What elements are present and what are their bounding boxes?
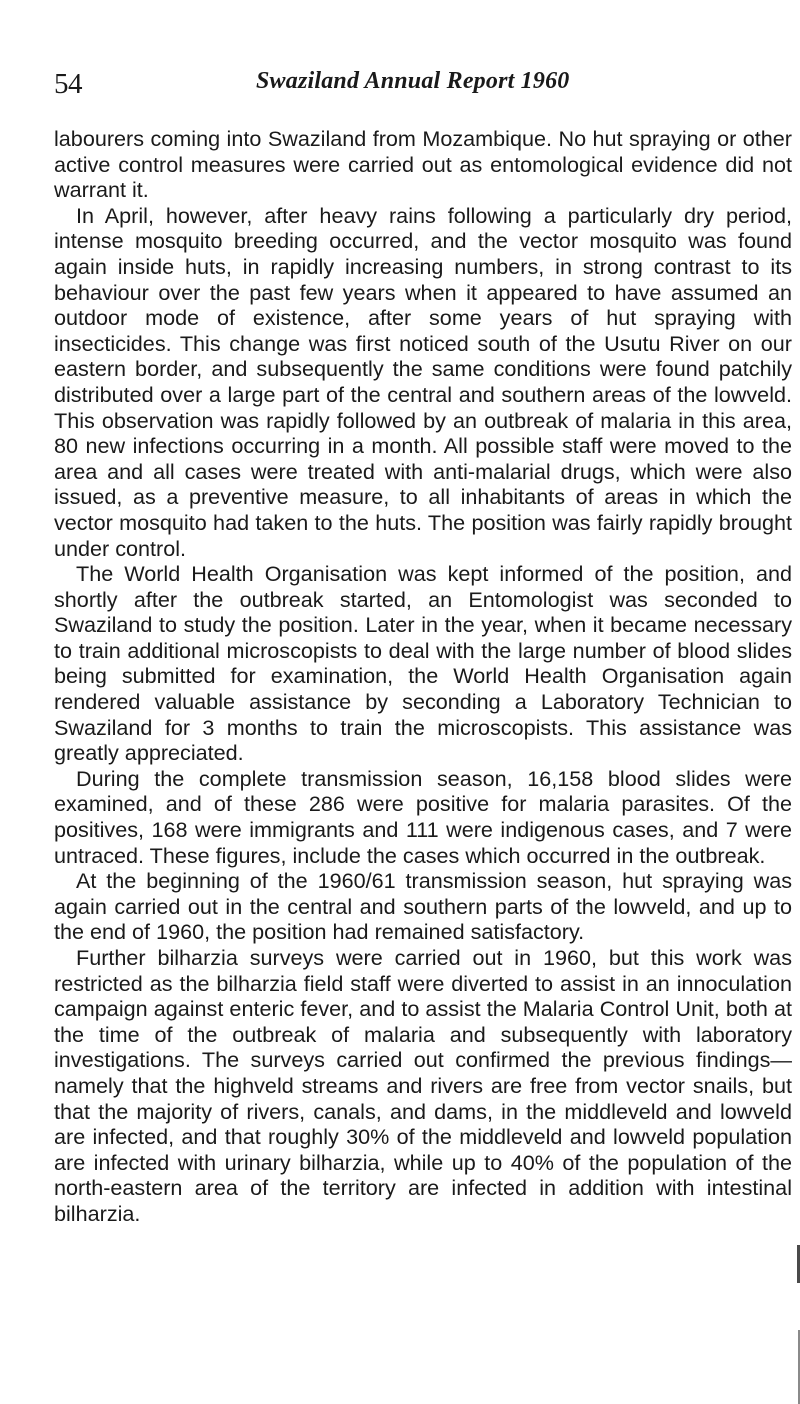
running-title: Swaziland Annual Report 1960 [256,68,570,94]
paragraph-continuation: labourers coming into Swaziland from Mozambique. No hut spraying or other active control measures were carried out as entomological evidence did not warrant it. [54,126,792,203]
body-text [54,126,792,1227]
paragraph-bilharzia-surveys: Further bilharzia surveys were carried out in 1960, but this work was restricted as the bilharzia field staff were diverted to assist in an innoculation campaign against enteric fever, and to assist the Malaria Control Unit, both at the time of the outbreak of malaria and subsequently with laboratory investigations. The surveys carried out confirmed the previous findings—namely that the highveld streams and rivers are free from vector snails, but that the majority of rivers, canals, and dams, in the middleveld and lowveld are infected, and that roughly 30% of the middleveld and lowveld population are infected with urinary bilharzia, while up to 40% of the population of the north-eastern area of the territory are infected in addition with intestinal bilharzia. [54,945,792,1226]
paragraph-hut-spraying: At the beginning of the 1960/61 transmission season, hut spraying was again carried out in the central and southern parts of the lowveld, and up to the end of 1960, the position had remained satisfactory. [54,868,792,945]
paragraph-who-assistance: The World Health Organisation was kept informed of the position, and shortly after the outbreak started, an Entomologist was seconded to Swaziland to study the position. Later in the year, when it became necessary to train additional microscopists to deal with the large number of blood slides being submitted for examination, the World Health Organisation again rendered valuable assistance by seconding a Laboratory Technician to Swaziland for 3 months to train the microscopists. This assistance was greatly appreciated. [54,561,792,766]
page-number: 54 [54,68,82,100]
paragraph-april-outbreak: In April, however, after heavy rains following a particularly dry period, intense mosquito breeding occurred, and the vector mosquito was found again inside huts, in rapidly increasing numbers, in strong contrast to its behaviour over the past few years when it appeared to have assumed an outdoor mode of existence, after some years of hut spraying with insecticides. This change was first noticed south of the Usutu River on our eastern border, and subsequently the same conditions were found patchily distributed over a large part of the central and southern areas of the lowveld. This observation was rapidly followed by an outbreak of malaria in this area, 80 new infections occurring in a month. All possible staff were moved to the area and all cases were treated with anti-malarial drugs, which were also issued, as a preventive measure, to all inhabitants of areas in which the vector mosquito had taken to the huts. The position was fairly rapidly brought under control. [54,202,792,561]
paragraph-transmission-season: During the complete transmission season, 16,158 blood slides were examined, and of these 286 were positive for malaria parasites. Of the positives, 168 were immigrants and 111 were indigenous cases, and 7 were untraced. These figures, include the cases which occurred in the outbreak. [54,765,792,868]
page-header [54,68,760,108]
